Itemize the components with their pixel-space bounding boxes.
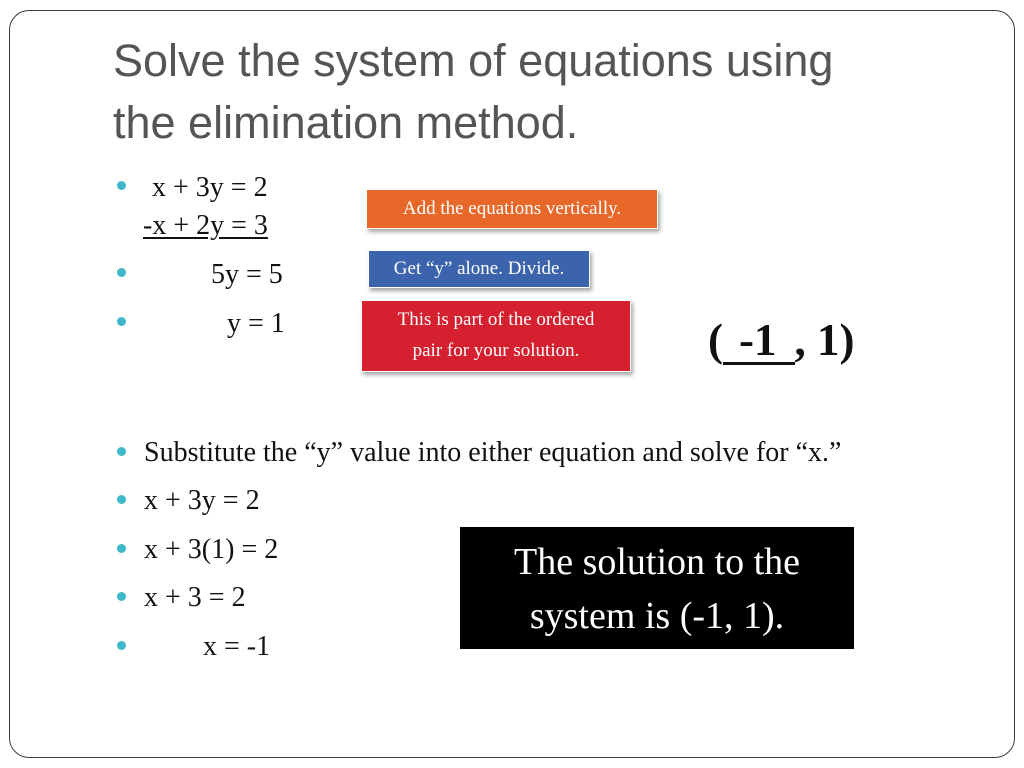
- equation-y-result: y = 1: [227, 308, 285, 339]
- callout-add-vertically: Add the equations vertically.: [366, 189, 658, 229]
- substitution-step-4: x = -1: [203, 631, 271, 662]
- bullet-icon: [117, 641, 126, 650]
- substitution-step-2: x + 3(1) = 2: [144, 534, 279, 565]
- answer-line-1: The solution to the: [513, 541, 801, 583]
- bullet-icon: [117, 495, 126, 504]
- ordered-pair-x-value: -1: [723, 318, 795, 365]
- callout-ordered-pair-note: [361, 300, 631, 372]
- equation-1: x + 3y = 2: [152, 172, 268, 203]
- bullet-icon: [117, 317, 126, 326]
- slide-title: [113, 30, 933, 154]
- bullet-icon: [117, 592, 126, 601]
- ordered-pair-open: (: [708, 315, 723, 365]
- title-line-2: the elimination method.: [113, 97, 579, 148]
- solution-answer-box: [460, 527, 854, 649]
- equation-sum: 5y = 5: [211, 259, 283, 290]
- ordered-pair-rest: , 1): [794, 315, 855, 365]
- bullet-icon: [117, 544, 126, 553]
- callout-divide: Get “y” alone. Divide.: [368, 250, 590, 288]
- bullet-icon: [117, 268, 126, 277]
- callout-ordered-pair-line-1: This is part of the ordered: [397, 309, 595, 330]
- bullet-icon: [117, 181, 126, 190]
- substitution-instruction: Substitute the “y” value into either equation and solve for “x.”: [144, 437, 842, 468]
- bullet-icon: [117, 447, 126, 456]
- substitution-step-3: x + 3 = 2: [144, 582, 246, 613]
- answer-line-2: system is (-1, 1).: [529, 595, 785, 637]
- title-line-1: Solve the system of equations using: [113, 35, 834, 86]
- substitution-step-1: x + 3y = 2: [144, 485, 260, 516]
- callout-ordered-pair-line-2: pair for your solution.: [412, 340, 580, 361]
- equation-2: -x + 2y = 3: [143, 210, 268, 241]
- ordered-pair: [708, 312, 855, 368]
